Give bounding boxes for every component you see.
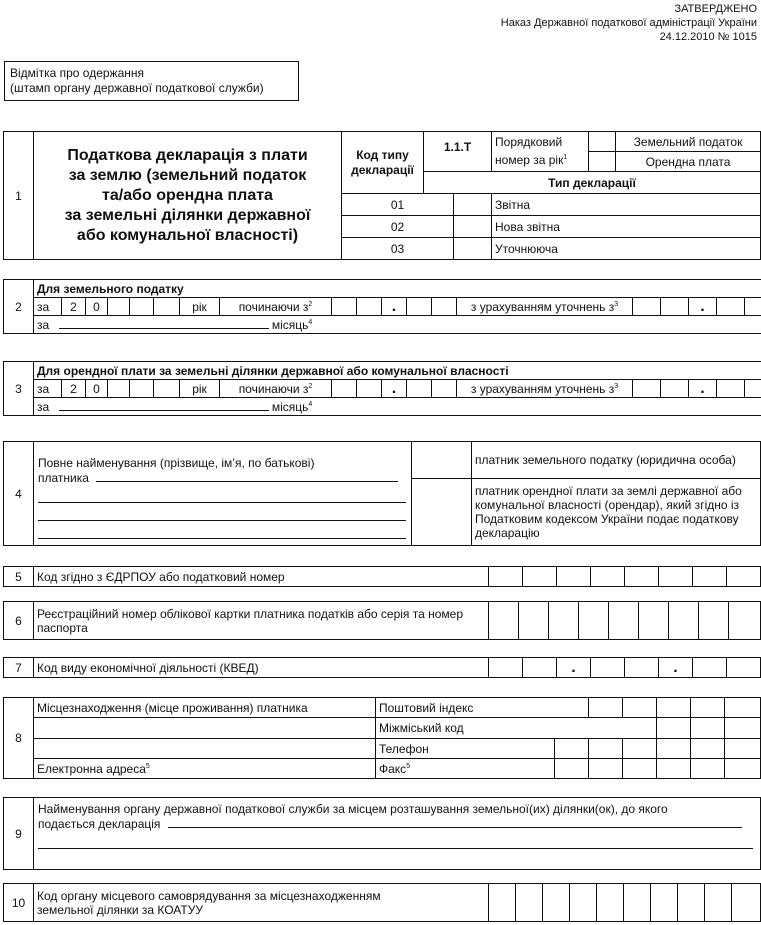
section-2-heading: Для земельного податку xyxy=(34,280,761,298)
type-02-checkbox[interactable] xyxy=(454,216,492,238)
s8-phone-cell[interactable] xyxy=(555,739,589,759)
payer-name-area xyxy=(34,442,412,546)
s3-za: за xyxy=(34,380,62,398)
s8-postal-cell[interactable] xyxy=(657,698,691,718)
s10-cell[interactable] xyxy=(543,884,570,922)
stamp-line1: Відмітка про одержання xyxy=(10,66,144,80)
section-5 xyxy=(3,566,761,587)
payer-name-line-1[interactable] xyxy=(96,470,398,482)
s5-cell[interactable] xyxy=(727,567,761,587)
s8-phone-cell[interactable] xyxy=(657,739,691,759)
s3-clarif-label: з урахуванням уточнень $з^3$ xyxy=(457,380,633,398)
s8-intercity-cell[interactable] xyxy=(725,718,761,739)
s7-cell[interactable] xyxy=(727,658,761,678)
s5-cell[interactable] xyxy=(659,567,693,587)
s7-cell[interactable] xyxy=(693,658,727,678)
serial-number-label: Порядковий номер за рік$^1$ xyxy=(492,132,589,172)
s7-cell[interactable] xyxy=(523,658,557,678)
stamp-line2: (штамп органу державної податкової служби) xyxy=(10,81,264,95)
s3-clarif-cell-2[interactable] xyxy=(661,380,689,398)
opt1-checkbox[interactable] xyxy=(412,442,472,479)
s9-area xyxy=(34,798,761,870)
s2-clarif-dot: . xyxy=(689,298,717,316)
approved-label: ЗАТВЕРДЖЕНО xyxy=(674,3,757,15)
s2-month-line[interactable] xyxy=(59,317,269,329)
s3-month-line[interactable] xyxy=(59,399,269,411)
code-type-value: 1.1.Т xyxy=(424,132,492,172)
s10-cell[interactable] xyxy=(624,884,651,922)
section-8 xyxy=(3,697,761,779)
s6-cell[interactable] xyxy=(669,602,699,640)
s8-intercity-cell[interactable] xyxy=(657,718,691,739)
type-code-02: 02 xyxy=(342,216,454,238)
approval-header xyxy=(501,2,757,44)
s8-location-line-2[interactable] xyxy=(34,718,376,739)
section-9 xyxy=(3,797,761,870)
s5-cell[interactable] xyxy=(693,567,727,587)
s10-cell[interactable] xyxy=(732,884,761,922)
s8-fax-cell[interactable] xyxy=(725,759,761,779)
s2-clarif-cell-2[interactable] xyxy=(661,298,689,316)
s8-phone-label: Телефон xyxy=(376,739,555,759)
type-01-name: Звітна xyxy=(492,194,761,216)
s5-cell[interactable] xyxy=(557,567,591,587)
s8-postal-cell[interactable] xyxy=(691,698,725,718)
section-4 xyxy=(3,441,761,546)
section-9-number: 9 xyxy=(4,798,34,870)
s6-label: Реєстраційний номер облікової картки платника податків або серія та номер паспорта xyxy=(34,602,489,640)
s8-postal-cell[interactable] xyxy=(623,698,657,718)
s2-spacer xyxy=(154,298,180,316)
s10-cell[interactable] xyxy=(597,884,624,922)
s7-cell[interactable] xyxy=(591,658,625,678)
s7-dot: . xyxy=(557,658,591,678)
payer-label: платника xyxy=(38,471,89,485)
s7-cell[interactable] xyxy=(625,658,659,678)
section-7 xyxy=(3,657,761,678)
declaration-title: Податкова декларація з плати за землю (земельний податок та/або орендна плата за земельні ділянки державної або комунальної власності) xyxy=(34,132,342,260)
s6-cell[interactable] xyxy=(729,602,761,640)
land-tax-checkbox[interactable] xyxy=(589,132,616,152)
s8-location-label: Місцезнаходження (місце проживання) платника xyxy=(34,698,376,718)
order-date-number: 24.12.2010 № 1015 xyxy=(659,31,757,43)
type-code-03: 03 xyxy=(342,238,454,260)
s6-cell[interactable] xyxy=(639,602,669,640)
type-03-name: Уточнююча xyxy=(492,238,761,260)
s2-za: за xyxy=(34,298,62,316)
section-6-number: 6 xyxy=(4,602,34,640)
section-5-number: 5 xyxy=(4,567,34,587)
s5-cell[interactable] xyxy=(625,567,659,587)
opt2-label: платник орендної плати за землі державної або комунальної власності (орендар), який згідно із Податковим кодексом України подає податкову декларацію xyxy=(472,479,761,546)
stamp-box xyxy=(4,61,299,101)
s6-cell[interactable] xyxy=(579,602,609,640)
section-2 xyxy=(3,279,761,334)
s9-line-1[interactable] xyxy=(168,816,742,828)
s9-label-2: подається декларація xyxy=(38,817,161,831)
section-8-number: 8 xyxy=(4,698,34,779)
s8-location-line-3[interactable] xyxy=(34,739,376,759)
s8-phone-cell[interactable] xyxy=(725,739,761,759)
section-4-number: 4 xyxy=(4,442,34,546)
s3-start-cell-2[interactable] xyxy=(357,380,382,398)
s3-start-cell-3[interactable] xyxy=(407,380,432,398)
s3-clarif-cell-3[interactable] xyxy=(717,380,745,398)
s8-postal-label: Поштовий індекс xyxy=(376,698,589,718)
declaration-type-label: Тип декларації xyxy=(424,172,761,194)
payer-name-line-3[interactable] xyxy=(38,509,406,521)
s7-cell[interactable] xyxy=(489,658,523,678)
s3-spacer xyxy=(154,380,180,398)
s3-year-digit-3[interactable] xyxy=(108,380,130,398)
s3-clarif-cell-4[interactable] xyxy=(745,380,761,398)
s6-cell[interactable] xyxy=(699,602,729,640)
s3-start-cell-4[interactable] xyxy=(432,380,457,398)
s5-cell[interactable] xyxy=(489,567,523,587)
s3-clarif-dot: . xyxy=(689,380,717,398)
s2-year-digit-2[interactable]: 0 xyxy=(86,298,108,316)
section-3 xyxy=(3,361,761,416)
s2-clarif-label: з урахуванням уточнень $з^3$ xyxy=(457,298,633,316)
s3-year-digit-2[interactable]: 0 xyxy=(86,380,108,398)
s8-fax-cell[interactable] xyxy=(657,759,691,779)
s6-cell[interactable] xyxy=(489,602,519,640)
s10-cell[interactable] xyxy=(678,884,705,922)
s3-clarif-cell-1[interactable] xyxy=(633,380,661,398)
s5-label: Код згідно з ЄДРПОУ або податковий номер xyxy=(34,567,489,587)
order-label: Наказ Державної податкової адміністрації України xyxy=(500,17,757,29)
section-1 xyxy=(3,131,761,260)
s2-start-cell-2[interactable] xyxy=(357,298,382,316)
s2-clarif-cell-4[interactable] xyxy=(745,298,761,316)
s2-clarif-cell-1[interactable] xyxy=(633,298,661,316)
s8-intercity-cell[interactable] xyxy=(691,718,725,739)
rent-label: Орендна плата xyxy=(616,152,761,172)
s2-year-digit-4[interactable] xyxy=(130,298,154,316)
s2-year-digit-1[interactable]: 2 xyxy=(62,298,86,316)
section-3-number: 3 xyxy=(4,362,34,416)
s6-cell[interactable] xyxy=(609,602,639,640)
type-code-01: 01 xyxy=(342,194,454,216)
s2-rik: рік xyxy=(180,298,220,316)
s10-cell[interactable] xyxy=(516,884,543,922)
s8-email-label: Електронна адреса$^5$ xyxy=(34,759,376,779)
s10-label: Код органу місцевого самоврядування за місцезнаходженням земельної ділянки за КОАТУУ xyxy=(34,884,489,922)
section-6 xyxy=(3,601,761,640)
payer-name-line-2[interactable] xyxy=(38,491,406,503)
s3-year-digit-4[interactable] xyxy=(130,380,154,398)
section-10-number: 10 xyxy=(4,884,34,922)
s9-line-2[interactable] xyxy=(38,837,753,849)
opt1-label: платник земельного податку (юридична особа) xyxy=(472,442,761,479)
type-03-checkbox[interactable] xyxy=(454,238,492,260)
payer-name-line-4[interactable] xyxy=(38,527,406,539)
s8-intercity-label: Міжміський код xyxy=(376,718,657,739)
section-10 xyxy=(3,883,761,922)
s5-cell[interactable] xyxy=(591,567,625,587)
s8-postal-cell[interactable] xyxy=(589,698,623,718)
s10-cell[interactable] xyxy=(570,884,597,922)
s3-rik: рік xyxy=(180,380,220,398)
s8-fax-cell[interactable] xyxy=(623,759,657,779)
s2-start-dot: . xyxy=(382,298,407,316)
opt2-checkbox[interactable] xyxy=(412,479,472,546)
section-2-number: 2 xyxy=(4,280,34,334)
s8-phone-cell[interactable] xyxy=(589,739,623,759)
s6-cell[interactable] xyxy=(549,602,579,640)
s10-cell[interactable] xyxy=(489,884,516,922)
code-type-label: Код типу декларації xyxy=(342,132,424,194)
s2-clarif-cell-3[interactable] xyxy=(717,298,745,316)
type-02-name: Нова звітна xyxy=(492,216,761,238)
s3-year-digit-1[interactable]: 2 xyxy=(62,380,86,398)
s3-month-row: за місяць$^4$ xyxy=(34,398,761,416)
s7-dot: . xyxy=(659,658,693,678)
section-1-number: 1 xyxy=(4,132,34,260)
s10-cell[interactable] xyxy=(651,884,678,922)
s2-month-row: за місяць$^4$ xyxy=(34,316,761,334)
land-tax-label: Земельний податок xyxy=(616,132,761,152)
s8-phone-cell[interactable] xyxy=(623,739,657,759)
s8-fax-cell[interactable] xyxy=(691,759,725,779)
type-01-checkbox[interactable] xyxy=(454,194,492,216)
s8-fax-cell[interactable] xyxy=(589,759,623,779)
s9-label-1: Найменування органу державної податкової служби за місцем розташування земельної(их) ділянки(ок), до якого xyxy=(38,802,668,816)
s8-fax-label: Факс$^5$ xyxy=(376,759,555,779)
s3-start-cell-1[interactable] xyxy=(332,380,357,398)
s8-phone-cell[interactable] xyxy=(691,739,725,759)
s3-start-dot: . xyxy=(382,380,407,398)
s2-start-cell-1[interactable] xyxy=(332,298,357,316)
s8-postal-cell[interactable] xyxy=(725,698,761,718)
s3-starting-label: починаючи $з^2$ xyxy=(220,380,332,398)
s2-starting-label: починаючи $з^2$ xyxy=(220,298,332,316)
s2-year-digit-3[interactable] xyxy=(108,298,130,316)
s2-start-cell-3[interactable] xyxy=(407,298,432,316)
s5-cell[interactable] xyxy=(523,567,557,587)
s6-cell[interactable] xyxy=(519,602,549,640)
s2-start-cell-4[interactable] xyxy=(432,298,457,316)
section-7-number: 7 xyxy=(4,658,34,678)
s7-label: Код виду економічної діяльності (КВЕД) xyxy=(34,658,489,678)
section-3-heading: Для орендної плати за земельні ділянки державної або комунальної власності xyxy=(34,362,761,380)
s10-cell[interactable] xyxy=(705,884,732,922)
rent-checkbox[interactable] xyxy=(589,152,616,172)
s8-fax-cell[interactable] xyxy=(555,759,589,779)
payer-name-label: Повне найменування (прізвище, ім’я, по батькові) xyxy=(38,456,315,470)
